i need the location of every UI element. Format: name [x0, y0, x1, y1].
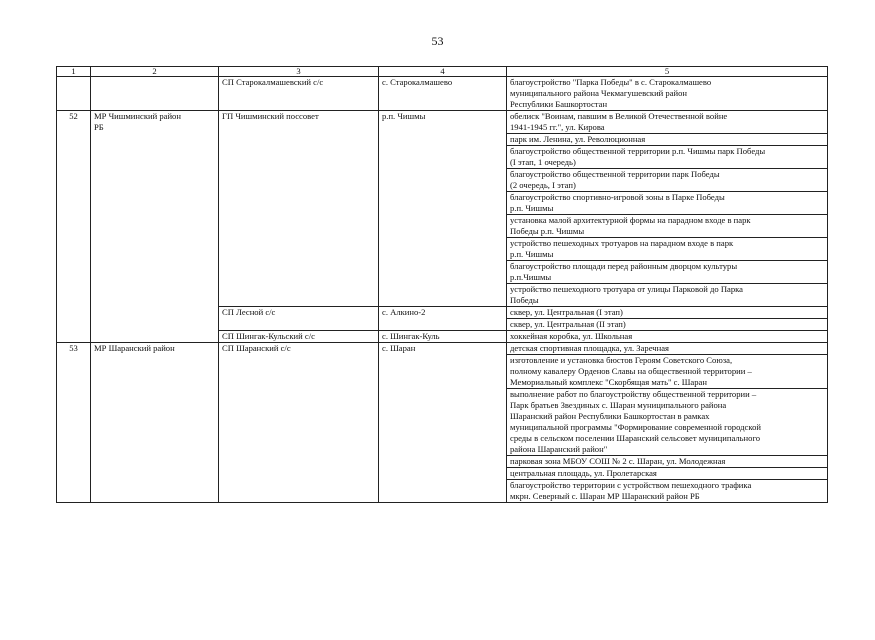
object-cell	[507, 215, 828, 238]
object-line: Мемориальный комплекс "Скорбящая мать" с. Шаран	[510, 377, 707, 387]
object-line: благоустройство территории с устройством пешеходного трафика	[510, 480, 752, 490]
object-cell	[507, 480, 828, 503]
settlement-cell: СП Старокалмашевский с/с	[219, 77, 379, 111]
object-cell	[507, 169, 828, 192]
object-line: муниципального района Чекмагушевский район	[510, 88, 688, 98]
object-cell	[507, 134, 828, 146]
object-cell	[507, 111, 828, 134]
object-line: благоустройство площади перед районным дворцом культуры	[510, 261, 738, 271]
object-line: сквер, ул. Центральная (I этап)	[510, 307, 623, 317]
object-line: парк им. Ленина, ул. Революционная	[510, 134, 646, 144]
object-cell	[507, 307, 828, 319]
object-line: детская спортивная площадка, ул. Заречная	[510, 343, 669, 353]
row-number-cell: 53	[57, 343, 91, 503]
object-line: центральная площадь, ул. Пролетарская	[510, 468, 657, 478]
object-line: благоустройство спортивно-игровой зоны в Парке Победы	[510, 192, 725, 202]
object-line: (I этап, 1 очередь)	[510, 157, 576, 167]
object-line: (2 очередь, I этап)	[510, 180, 576, 190]
column-number: 3	[219, 67, 379, 77]
column-number-row	[57, 67, 828, 77]
object-cell	[507, 468, 828, 480]
object-line: р.п. Чишмы	[510, 203, 554, 213]
object-cell	[507, 284, 828, 307]
locality-cell: с. Алкино-2	[379, 307, 507, 331]
object-line: парковая зона МБОУ СОШ № 2 с. Шаран, ул. Молодежная	[510, 456, 726, 466]
object-line: мкрн. Северный с. Шаран МР Шаранский район РБ	[510, 491, 700, 501]
object-line: обелиск "Воинам, павшим в Великой Отечественной войне	[510, 111, 728, 121]
object-line: Победы	[510, 295, 539, 305]
object-line: установка малой архитектурной формы на парадном входе в парк	[510, 215, 751, 225]
object-cell	[507, 456, 828, 468]
object-line: района Шаранский район"	[510, 444, 608, 454]
table-row	[57, 77, 828, 111]
object-line: р.п. Чишмы	[510, 249, 554, 259]
object-line: благоустройство общественной территории р.п. Чишмы парк Победы	[510, 146, 766, 156]
object-cell	[507, 319, 828, 331]
locality-cell: с. Шингак-Куль	[379, 331, 507, 343]
page-number: 53	[431, 34, 444, 48]
object-line: Шаранский район Республики Башкортостан в рамках	[510, 411, 710, 421]
settlement-cell: ГП Чишминский поссовет	[219, 111, 379, 307]
table-row	[57, 111, 828, 134]
object-line: устройство пешеходных тротуаров на парадном входе в парк	[510, 238, 734, 248]
object-line: благоустройство общественной территории парк Победы	[510, 169, 720, 179]
column-number: 5	[507, 67, 828, 77]
object-cell	[507, 261, 828, 284]
object-line: выполнение работ по благоустройству общественной территории –	[510, 389, 757, 399]
settlement-cell: СП Шаранский с/с	[219, 343, 379, 503]
district-line: МР Шаранский район	[94, 343, 175, 353]
object-line: 1941-1945 гг.", ул. Кирова	[510, 122, 605, 132]
object-cell	[507, 77, 828, 111]
object-line: Республики Башкортостан	[510, 99, 608, 109]
object-line: устройство пешеходного тротуара от улицы Парковой до Парка	[510, 284, 743, 294]
district-cell	[91, 111, 219, 343]
object-line: благоустройство "Парка Победы" в с. Старокалмашево	[510, 77, 712, 87]
column-number: 1	[57, 67, 91, 77]
object-cell	[507, 192, 828, 215]
column-number: 4	[379, 67, 507, 77]
object-line: муниципальной программы "Формирование современной городской	[510, 422, 761, 432]
object-line: среды в сельском поселении Шаранский сельсовет муниципального	[510, 433, 761, 443]
locality-cell: р.п. Чишмы	[379, 111, 507, 307]
row-number-cell	[57, 77, 91, 111]
object-cell	[507, 331, 828, 343]
object-cell	[507, 389, 828, 456]
object-line: р.п.Чишмы	[510, 272, 552, 282]
object-cell	[507, 146, 828, 169]
object-line: хоккейная коробка, ул. Школьная	[510, 331, 633, 341]
district-line: МР Чишминский район	[94, 111, 181, 121]
objects-table	[56, 66, 828, 503]
column-number: 2	[91, 67, 219, 77]
district-line: РБ	[94, 122, 104, 132]
locality-cell: с. Старокалмашево	[379, 77, 507, 111]
locality-cell: с. Шаран	[379, 343, 507, 503]
district-cell	[91, 343, 219, 503]
object-cell	[507, 238, 828, 261]
table-row	[57, 343, 828, 355]
object-line: полному кавалеру Орденов Славы на общественной территории –	[510, 366, 752, 376]
row-number-cell: 52	[57, 111, 91, 343]
object-line: Победы р.п. Чишмы	[510, 226, 585, 236]
object-line: Парк братьев Звездиных с. Шаран муниципального района	[510, 400, 727, 410]
object-line: сквер, ул. Центральная (II этап)	[510, 319, 626, 329]
district-cell	[91, 77, 219, 111]
object-cell	[507, 343, 828, 355]
object-cell	[507, 355, 828, 389]
object-line: изготовление и установка бюстов Героям Советского Союза,	[510, 355, 733, 365]
settlement-cell: СП Шингак-Кульский с/с	[219, 331, 379, 343]
settlement-cell: СП Лесной с/с	[219, 307, 379, 331]
